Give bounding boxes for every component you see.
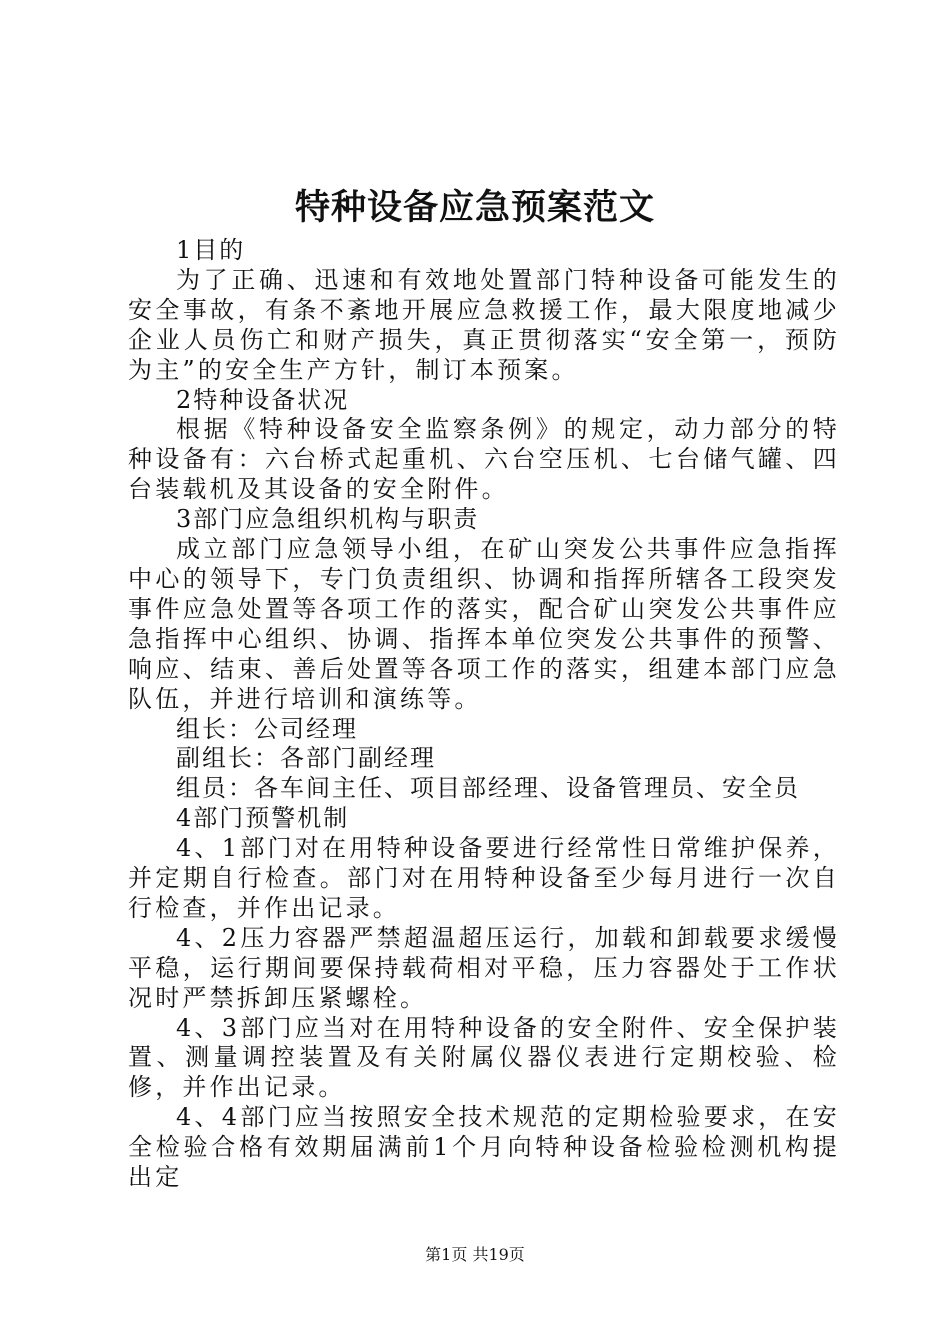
line-deputy-leader: 副组长：各部门副经理 [176,744,436,773]
paragraph-warning-4-2: 4、2压力容器严禁超温超压运行，加载和卸载要求缓慢平稳，运行期间要保持载荷相对平稳，压力容器处于工作状况时严禁拆卸压紧螺栓。 [128,923,840,1012]
line-team-leader: 组长：公司经理 [176,714,358,743]
section-heading-equipment-status: 2特种设备状况 [176,385,350,414]
paragraph-warning-4-3: 4、3部门应当对在用特种设备的安全附件、安全保护装置、测量调控装置及有关附属仪器仪表进行定期校验、检修，并作出记录。 [128,1013,840,1102]
section-heading-organization: 3部门应急组织机构与职责 [176,505,480,534]
paragraph-equipment-status: 根据《特种设备安全监察条例》的规定，动力部分的特种设备有：六台桥式起重机、六台空压机、七台储气罐、四台装载机及其设备的安全附件。 [128,415,840,504]
document-title: 特种设备应急预案范文 [294,187,655,228]
paragraph-warning-4-4: 4、4部门应当按照安全技术规范的定期检验要求，在安全检验合格有效期届满前1个月向特种设备检验检测机构提出定 [128,1103,840,1192]
section-heading-warning: 4部门预警机制 [176,804,350,833]
paragraph-warning-4-1: 4、1部门对在用特种设备要进行经常性日常维护保养，并定期自行检查。部门对在用特种设备至少每月进行一次自行检查，并作出记录。 [128,834,840,922]
line-team-members: 组员：各车间主任、项目部经理、设备管理员、安全员 [176,774,800,803]
page-number: 第1页 共19页 [425,1245,525,1264]
section-heading-purpose: 1目的 [176,236,246,264]
paragraph-organization: 成立部门应急领导小组，在矿山突发公共事件应急指挥中心的领导下，专门负责组织、协调和指挥所辖各工段突发事件应急处置等各项工作的落实，配合矿山突发公共事件应急指挥中心组织、协调、指挥本单位突发公共事件的预警、响应、结束、善后处置等各项工作的落实，组建本部门应急队伍，并进行培训和演练等。 [128,535,840,713]
paragraph-purpose: 为了正确、迅速和有效地处置部门特种设备可能发生的安全事故，有条不紊地开展应急救援工作，最大限度地减少企业人员伤亡和财产损失，真正贯彻落实“安全第一，预防为主”的安全生产方针，制订本预案。 [128,265,840,384]
document-body [128,236,840,1193]
